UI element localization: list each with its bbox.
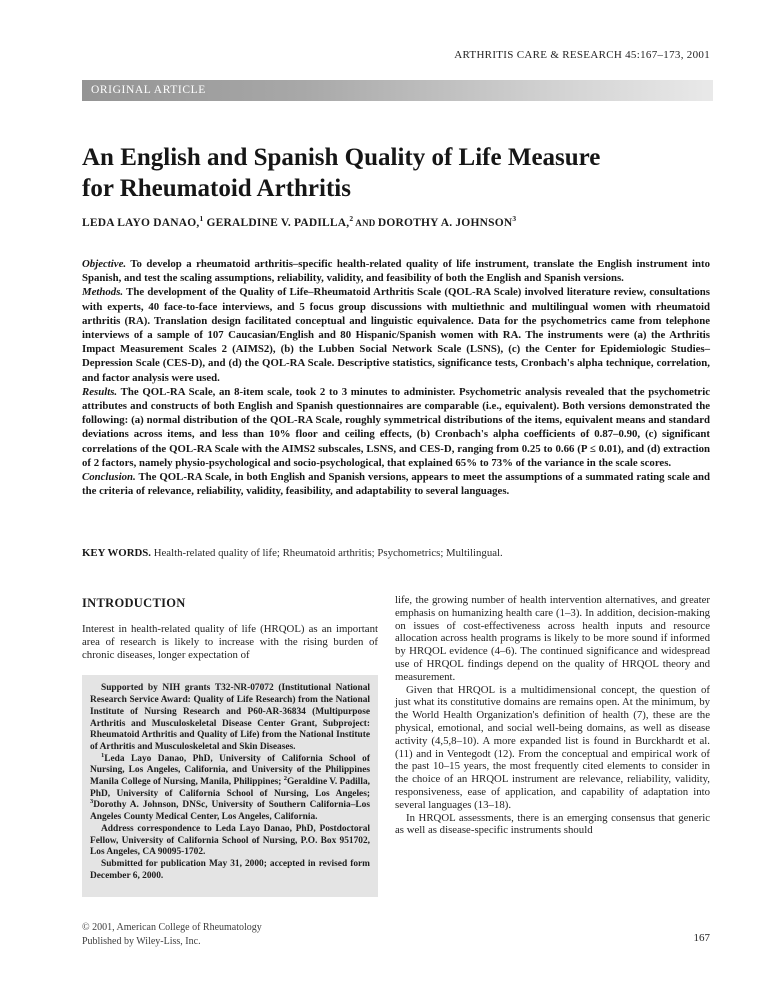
author-list	[82, 214, 710, 229]
author-2: GERALDINE V. PADILLA,	[203, 217, 350, 229]
abstract-methods-text: The development of the Quality of Life–Rheumatoid Arthritis Scale (QOL-RA Scale) involved literature review, consultations with experts, 40 face-to-face interviews, and 5 focus group discussions with multiethnic and multilingual women with rheumatoid arthritis (RA). Translation design facilitated conceptual and linguistic equivalence. Data for the psychometrics came from telephone interviews of a sample of 107 Caucasian/English and 80 Hispanic/Spanish women with RA. The instruments were (a) the Arthritis Impact Measurement Scales 2 (AIMS2), (b) the Lubben Social Network Scale (LSNS), (c) the Center for Epidemiologic Studies–Depression Scale (CES-D), and (d) the QOL-RA Scale. Descriptive statistics, significance tests, Cronbach's alpha technique, correlation, and factor analysis were used.	[82, 286, 710, 384]
abstract-objective-text: To develop a rheumatoid arthritis–specific health-related quality of life instrument, translate the English instrument into Spanish, and test the scaling assumptions, reliability, validity, and feasibility of both the English and Spanish versions.	[82, 258, 710, 285]
keywords-text: Health-related quality of life; Rheumatoid arthritis; Psychometrics; Multilingual.	[151, 547, 503, 559]
affiliation-2-sup: 2	[283, 774, 288, 782]
abstract-objective	[82, 257, 710, 285]
affiliation-1-sup: 1	[101, 751, 105, 759]
footnote-grants: Supported by NIH grants T32-NR-07072 (Institutional National Research Service Award: Quality of Life Research) from the National Institute of Nursing Research and P60-AR-36834 (Multipurpose Arthritis and Musculoskeletal Disease Center Grant, Subproject: Rheumatoid Arthritis and Quality of Life) from the National Institute of Arthritis and Musculoskeletal and Skin Diseases.	[90, 683, 370, 752]
abstract-results	[82, 385, 710, 470]
abstract-conclusion-label: Conclusion.	[82, 471, 136, 484]
article-title-line1: An English and Spanish Quality of Life Measure	[82, 144, 601, 171]
author-1: LEDA LAYO DANAO,	[82, 217, 200, 229]
introduction-paragraph	[82, 623, 378, 661]
publisher-line: Published by Wiley-Liss, Inc.	[82, 935, 201, 947]
article-title	[82, 142, 722, 204]
footnote-submission-dates: Submitted for publication May 31, 2000; accepted in revised form December 6, 2000.	[90, 858, 370, 881]
author-1-affiliation-sup: 1	[199, 214, 204, 224]
abstract-conclusion-text: The QOL-RA Scale, in both English and Spanish versions, appears to meet the assumptions of a summated rating scale and the criteria of relevance, reliability, validity, feasibility, and adaptability to several languages.	[82, 471, 710, 498]
introduction-heading: INTRODUCTION	[82, 596, 186, 610]
affiliation-2-text: Geraldine V. Padilla, PhD, University of California School of Nursing, Los Angeles;	[90, 777, 371, 799]
author-3: DOROTHY A. JOHNSON	[377, 217, 513, 229]
abstract-results-label: Results.	[82, 385, 118, 398]
keywords-line	[82, 547, 710, 559]
banner-label: ORIGINAL ARTICLE	[91, 84, 206, 96]
abstract-results-text: The QOL-RA Scale, an 8-item scale, took 2 to 3 minutes to administer. Psychometric analysis revealed that the psychometric attributes and constructs of both English and Spanish questionnaires are comparable (i.e., equivalent). Both versions demonstrated the following: (a) normal distribution of the QOL-RA Scale, roughly symmetrical distributions of the items, equivalent means and standard deviations across items, and less than 10% floor and ceiling effects, (b) Cronbach's alpha coefficients of 0.87–0.90, (c) significant correlations of the QOL-RA Scale with the AIMS2 subscales, LSNS, and CES-D, ranging from 0.25 to 0.66 (P ≤ 0.01), and (d) extraction of 2 factors, namely physio-psychological and socio-psychological, that explained 65% to 73% of the variance in the scale scores.	[82, 385, 710, 469]
right-column-paragraph-2: Given that HRQOL is a multidimensional concept, the question of just what its constitutive domains are remains open. At the minimum, by the World Health Organization's definition of health (7), these are the physical, emotional, and social well-being domains, as well as disease activity (4,5,8–10). A more expanded list is found in Burckhardt et al. (11) and in Ventegodt (12). From the conceptual and empirical work of the past 10–15 years, the most frequently cited elements to consider in the choice of an HRQOL instrument are relevance, reliability, validity, responsiveness, ease of application, and capability of adaptation into several languages (13–18).	[395, 683, 710, 811]
right-column-paragraph-3: In HRQOL assessments, there is an emerging consensus that generic as well as disease-specific instruments should	[395, 811, 710, 837]
affiliation-3-sup: 3	[90, 798, 94, 806]
abstract-objective-label: Objective.	[82, 258, 127, 270]
original-article-banner	[82, 80, 713, 101]
author-2-affiliation-sup: 2	[349, 214, 354, 224]
left-column	[82, 594, 378, 897]
affiliation-1-text: Leda Layo Danao, PhD, University of California School of Nursing, Los Angeles, California, and University of the Philippines Manila College of Nursing, Manila, Philippines;	[90, 753, 370, 788]
introduction-paragraph-text: Interest in health-related quality of life (HRQOL) as an important area of research is likely to increase with the rising burden of chronic diseases, longer expectation of	[82, 623, 378, 661]
right-column	[395, 594, 710, 897]
abstract-methods	[82, 285, 710, 384]
journal-header: ARTHRITIS CARE & RESEARCH 45:167–173, 2001	[454, 49, 710, 61]
affiliation-3-text: Dorothy A. Johnson, DNSc, University of Southern California–Los Angeles County Medical Center, Los Angeles, California.	[90, 800, 370, 823]
abstract-methods-label: Methods.	[82, 286, 124, 299]
author-connector: AND	[353, 218, 378, 228]
footnote-box	[82, 675, 378, 897]
footnote-correspondence: Address correspondence to Leda Layo Danao, PhD, Postdoctoral Fellow, University of California School of Nursing, P.O. Box 951702, Los Angeles, CA 90095-1702.	[90, 823, 370, 858]
footnote-affiliations	[90, 751, 371, 824]
keywords-label: KEY WORDS.	[82, 547, 151, 559]
copyright-line: © 2001, American College of Rheumatology	[82, 922, 262, 933]
two-column-body	[82, 594, 710, 897]
right-column-paragraph-1: life, the growing number of health intervention alternatives, and greater emphasis on humanizing health care (1–3). In addition, decision-making on issues of cost-effectiveness across health inputs and resource allocation across health programs is likely to be more sound if informed by HRQOL evidence (4–6). The continued significance and widespread use of HRQOL findings depend on the quality of HRQOL theory and measurement.	[395, 594, 710, 683]
author-3-affiliation-sup: 3	[512, 214, 517, 224]
article-title-line2: for Rheumatoid Arthritis	[82, 175, 351, 202]
abstract-conclusion	[82, 470, 710, 498]
abstract	[82, 257, 710, 498]
page-number: 167	[693, 932, 710, 944]
